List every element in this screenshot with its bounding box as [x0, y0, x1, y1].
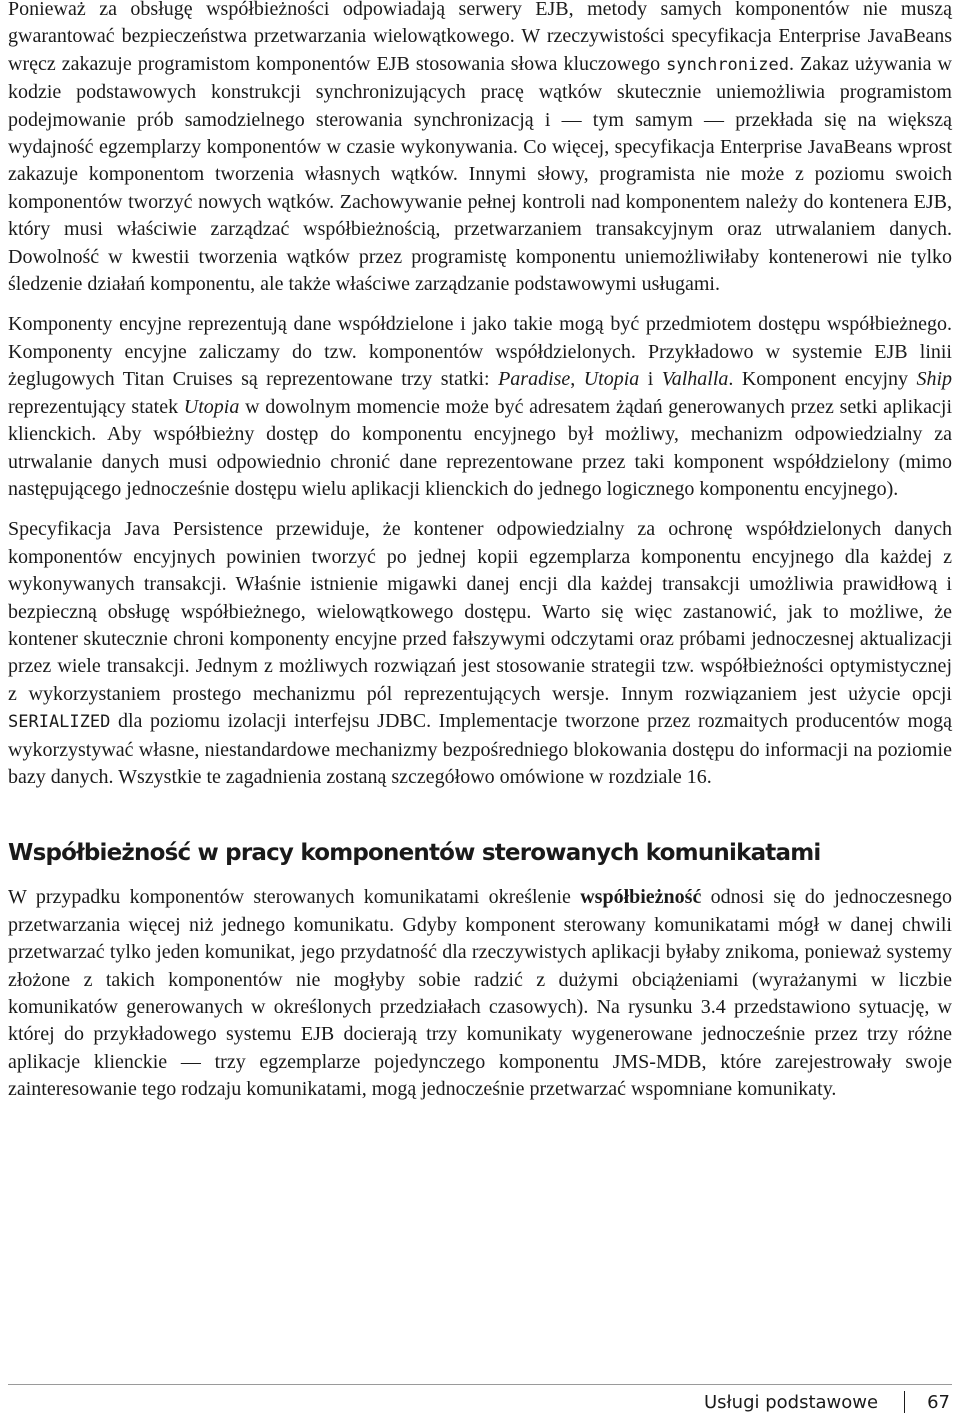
paragraph-3: Specyfikacja Java Persistence przewiduje, że kontener odpowiedzialny za ochronę współdzielonych danych komponentów encyjnych powinien tworzyć po jednej kopii egzemplarza komponentu encyjnego dla każdej z wykonywanych transakcji. Właśnie istnienie migawki danej encji dla każdej transakcji umożliwia prawidłową i bezpieczną obsługę współbieżnego, wielowątkowego dostępu. Warto się więc zastanowić, jak to możliwe, że kontener skutecznie chroni komponenty encyjne przed fałszywymi odczytami oraz próbami jednoczesnej aktualizacji przez wiele transakcji. Jednym z możliwych rozwiązań jest stosowanie strategii tzw. współbieżności optymistycznej z wykorzystaniem prostego mechanizmu pól reprezentujących wersje. Innym rozwiązaniem jest użycie opcji SERIALIZED dla poziomu izolacji interfejsu JDBC. Implementacje tworzone przez rozmaitych producentów mogą wykorzystywać własne, niestandardowe mechanizmy bezpośredniego blokowania dostępu do informacji na poziomie bazy danych. Wszystkie te zagadnienia zostaną szczegółowo omówione w rozdziale 16. [8, 518, 952, 788]
component-name-ship: Ship [916, 368, 953, 391]
footer-divider [8, 1384, 952, 1385]
paragraph-1: Ponieważ za obsługę współbieżności odpowiadają serwery EJB, metody samych komponentów nie muszą gwarantować bezpieczeństwa przetwarzania wielowątkowego. W rzeczywistości specyfikacja Enterprise JavaBeans wręcz zakazuje programistom komponentów EJB stosowania słowa kluczowego synchronized. Zakaz używania w kodzie podstawowych konstrukcji synchronizujących pracę wątków skutecznie uniemożliwia programistom podejmowanie prób samodzielnego sterowania synchronizacją i — tym samym — przekłada się na większą wydajność egzemplarzy komponentów w czasie wykonywania. Co więcej, specyfikacja Enterprise JavaBeans wprost zakazuje komponentom tworzenia własnych wątków. Innymi słowy, programista nie może z poziomu swoich komponentów tworzyć nowych wątków. Zachowywanie pełnej kontroli nad komponentem należy do kontenera EJB, który musi właściwie zarządzać współbieżnością, przetwarzaniem transakcyjnym oraz utrwalaniem danych. Dowolność w kwestii tworzenia wątków przez programistę komponentu uniemożliwiłaby kontenerowi nie tylko śledzenie działań komponentu, ale także właściwe zarządzanie podstawowymi usługami. [8, 0, 953, 296]
running-title: Usługi podstawowe [704, 1391, 879, 1413]
page-body [8, 0, 952, 1104]
paragraph-2: Komponenty encyjne reprezentują dane współdzielone i jako takie mogą być przedmiotem dostępu współbieżnego. Komponenty encyjne zaliczamy do tzw. komponentów współdzielonych. Przykładowo w systemie EJB linii żeglugowych Titan Cruises są reprezentowane trzy statki: Paradise, Utopia i Valhalla. Komponent encyjny Ship reprezentujący statek Utopia w dowolnym momencie może być adresatem żądań generowanych przez setki aplikacji klienckich. Aby współbieżny dostęp do komponentu encyjnego był możliwy, mechanizm odpowiedzialny za utrwalanie danych musi odpowiednio chronić dane reprezentowane przez taki komponent współdzielony (mimo następującego jednocześnie dostępu wielu aplikacji klienckich do jednego logicznego komponentu encyjnego). [8, 313, 953, 500]
ship-name-utopia: Utopia [583, 368, 640, 391]
page-footer [704, 1390, 950, 1414]
footer-separator [904, 1391, 905, 1413]
term-bold: współbieżność [580, 886, 702, 909]
ship-name-valhalla: Valhalla [661, 368, 729, 391]
ship-name-utopia-2: Utopia [183, 395, 240, 418]
section-heading: Współbieżność w pracy komponentów sterowanych komunikatami [8, 840, 821, 867]
ship-name-paradise: Paradise [498, 368, 571, 391]
code-synchronized: synchronized [666, 54, 789, 75]
page-number: 67 [927, 1391, 950, 1413]
code-serialized: SERIALIZED [8, 712, 111, 733]
paragraph-4: W przypadku komponentów sterowanych komunikatami określenie współbieżność odnosi się do jednoczesnego przetwarzania więcej niż jednego komunikatu. Gdyby komponent sterowany komunikatami mógł w danej chwili przetwarzać tylko jeden komunikat, jego przydatność dla rzeczywistych aplikacji byłaby znikoma, ponieważ systemy złożone z takich komponentów nie mogłyby sobie radzić z dużymi obciążeniami (wyrażanymi w liczbie komunikatów generowanych w określonych przedziałach czasowych). Na rysunku 3.4 przedstawiono sytuację, w której do przykładowego systemu EJB docierają trzy komunikaty wygenerowane jednocześnie przez trzy różne aplikacje klienckie — trzy egzemplarze pojedynczego komponentu JMS-MDB, które zarejestrowały swoje zainteresowanie tego rodzaju komunikatami, mogą jednocześnie przetwarzać wspomniane komunikaty. [8, 886, 952, 1101]
